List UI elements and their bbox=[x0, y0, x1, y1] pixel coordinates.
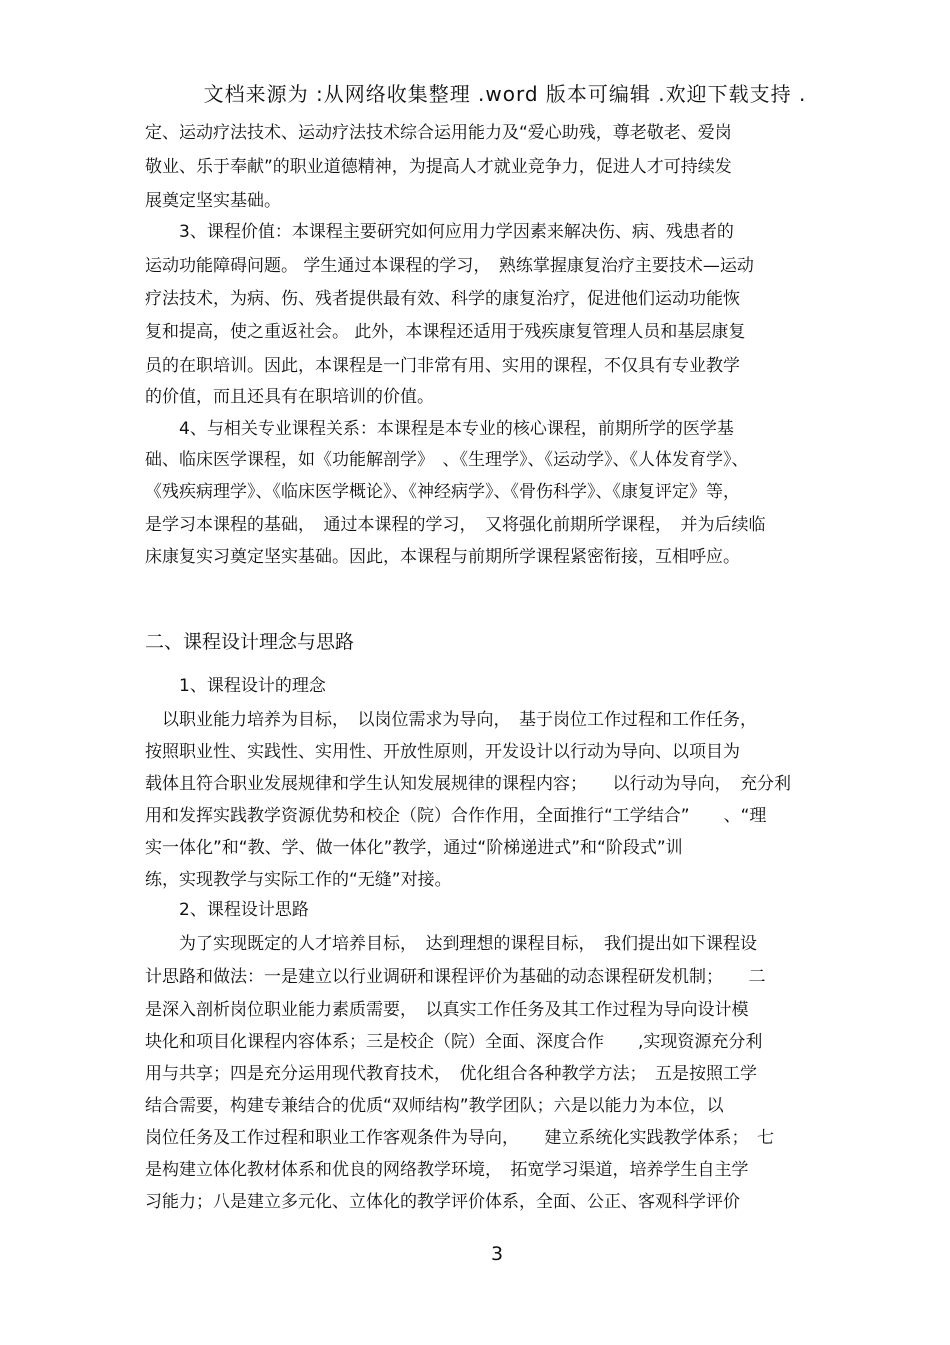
body-line: 定、运动疗法技术、运动疗法技术综合运用能力及“爱心助残，尊老敬老、爱岗 bbox=[145, 123, 732, 143]
source-note-header: 文档来源为 :从网络收集整理 .word 版本可编辑 .欢迎下载支持 . bbox=[203, 82, 807, 106]
body-line: 实一体化”和“教、学、做一体化”教学，通过“阶梯递进式”和“阶段式”训 bbox=[145, 838, 683, 858]
body-line: 《残疾病理学》、《临床医学概论》、《神经病学》、《骨伤科学》、《康复评定》等， bbox=[145, 482, 740, 502]
body-line: 疗法技术，为病、伤、残者提供最有效、科学的康复治疗，促进他们运动功能恢 bbox=[145, 289, 740, 309]
body-line: 块化和项目化课程内容体系；三是校企（院）全面、深度合作 ,实现资源充分利 bbox=[145, 1032, 763, 1052]
body-line: 练，实现教学与实际工作的“无缝”对接。 bbox=[145, 870, 452, 890]
body-line: 础、临床医学课程，如《功能解剖学》 、《生理学》、《运动学》、《人体发育学》、 bbox=[145, 450, 749, 470]
body-line: 用与共享；四是充分运用现代教育技术， 优化组合各种教学方法； 五是按照工学 bbox=[145, 1064, 757, 1084]
body-line: 的价值，而且还具有在职培训的价值。 bbox=[145, 387, 434, 407]
body-line: 为了实现既定的人才培养目标， 达到理想的课程目标， 我们提出如下课程设 bbox=[145, 934, 757, 954]
body-line: 敬业、乐于奉献”的职业道德精神，为提高人才就业竞争力，促进人才可持续发 bbox=[145, 157, 732, 177]
body-line: 床康复实习奠定坚实基础。因此，本课程与前期所学课程紧密衔接，互相呼应。 bbox=[145, 547, 740, 567]
body-line: 是深入剖析岗位职业能力素质需要， 以真实工作任务及其工作过程为导向设计模 bbox=[145, 1000, 749, 1020]
subheading: 1、课程设计的理念 bbox=[145, 676, 326, 696]
page-number: 3 bbox=[490, 1243, 504, 1265]
body-line: 运动功能障碍问题。 学生通过本课程的学习， 熟练掌握康复治疗主要技术—运动 bbox=[145, 256, 754, 276]
body-line: 是构建立体化教材体系和优良的网络教学环境， 拓宽学习渠道，培养学生自主学 bbox=[145, 1160, 749, 1180]
subheading: 2、课程设计思路 bbox=[145, 900, 309, 920]
body-line: 4、与相关专业课程关系：本课程是本专业的核心课程，前期所学的医学基 bbox=[145, 419, 734, 439]
body-line: 载体且符合职业发展规律和学生认知发展规律的课程内容； 以行动为导向， 充分利 bbox=[145, 774, 791, 794]
body-line: 展奠定坚实基础。 bbox=[145, 191, 281, 211]
body-line: 计思路和做法：一是建立以行业调研和课程评价为基础的动态课程研发机制； 二 bbox=[145, 967, 766, 987]
body-line: 结合需要，构建专兼结合的优质“双师结构”教学团队；六是以能力为本位，以 bbox=[145, 1096, 724, 1116]
body-line: 岗位任务及工作过程和职业工作客观条件为导向， 建立系统化实践教学体系； 七 bbox=[145, 1128, 774, 1148]
body-line: 复和提高，使之重返社会。 此外，本课程还适用于残疾康复管理人员和基层康复 bbox=[145, 322, 746, 342]
body-line: 3、课程价值：本课程主要研究如何应用力学因素来解决伤、病、残患者的 bbox=[145, 222, 734, 242]
section-heading: 二、课程设计理念与思路 bbox=[145, 631, 355, 653]
body-line: 习能力；八是建立多元化、立体化的教学评价体系，全面、公正、客观科学评价 bbox=[145, 1192, 740, 1212]
body-line: 以职业能力培养为目标， 以岗位需求为导向， 基于岗位工作过程和工作任务， bbox=[145, 710, 757, 730]
body-line: 按照职业性、实践性、实用性、开放性原则，开发设计以行动为导向、以项目为 bbox=[145, 742, 740, 762]
body-line: 用和发挥实践教学资源优势和校企（院）合作作用，全面推行“工学结合” 、“理 bbox=[145, 806, 767, 826]
body-line: 员的在职培训。因此，本课程是一门非常有用、实用的课程，不仅具有专业教学 bbox=[145, 356, 740, 376]
body-line: 是学习本课程的基础， 通过本课程的学习， 又将强化前期所学课程， 并为后续临 bbox=[145, 515, 766, 535]
